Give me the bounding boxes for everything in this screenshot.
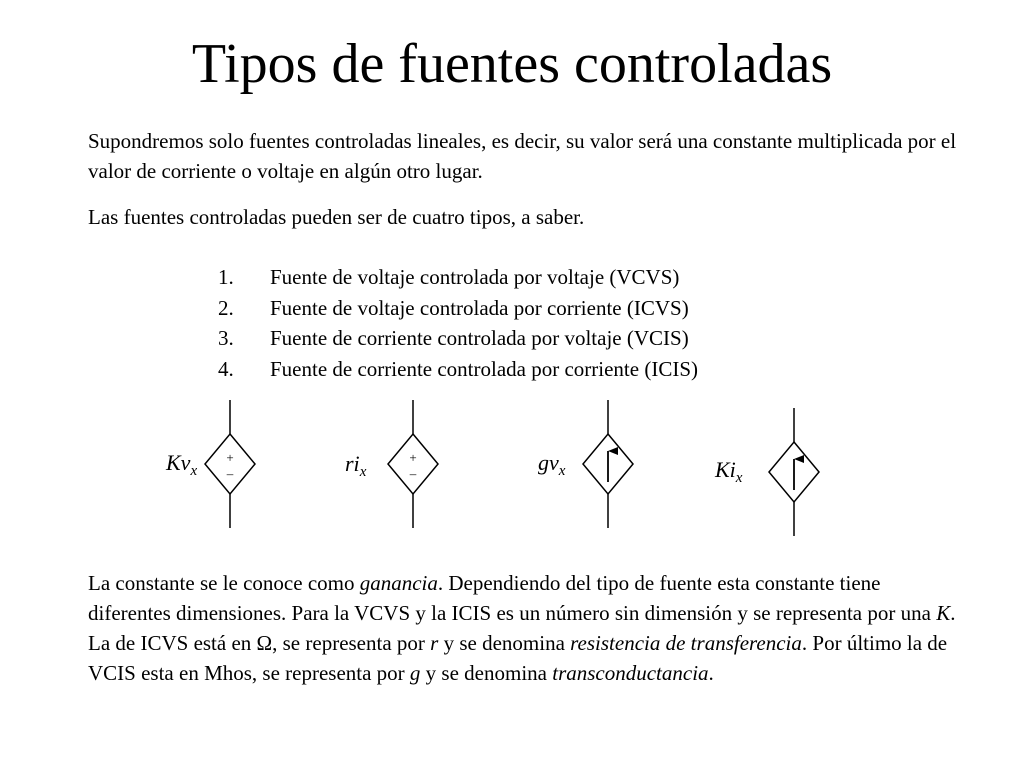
list-text: Fuente de voltaje controlada por corriente (ICVS) (270, 295, 689, 320)
intro-paragraph: Supondremos solo fuentes controladas lineales, es decir, su valor será una constante multiplicada por el valor de corriente o voltaje en algún otro lugar. (88, 129, 957, 183)
minus-sign: – (409, 466, 417, 481)
list-number: 4. (218, 356, 234, 381)
types-intro: Las fuentes controladas pueden ser de cuatro tipos, a saber. (88, 205, 585, 229)
minus-sign: – (226, 466, 234, 481)
vcvs-source-symbol (205, 400, 255, 528)
list-text: Fuente de corriente controlada por corriente (ICIS) (270, 356, 698, 381)
list-number: 1. (218, 265, 234, 289)
icvs-source-symbol (388, 400, 438, 528)
slide-title: Tipos de fuentes controladas (191, 33, 833, 95)
icis-source-symbol (769, 408, 819, 536)
list-text: Fuente de corriente controlada por voltaje (VCIS) (270, 326, 689, 350)
icis-gain-label: $Ki_x$ (715, 457, 743, 486)
plus-sign: + (226, 450, 234, 465)
list-text: Fuente de voltaje controlada por voltaje (VCVS) (270, 265, 680, 289)
closing-paragraph: La constante se le conoce como ganancia. Dependiendo del tipo de fuente esta constante tiene diferentes dimensiones. Para la VCVS y la ICIS es un número sin dimensión y se representa por una K. La de ICVS está en Ω, se representa por r y se denomina resistencia de transferencia. Por último la de VCIS esta en Mhos, se representa por g y se denomina transconductancia. (88, 571, 956, 685)
vcis-gain-label: $gv_x$ (538, 450, 566, 479)
icvs-gain-label: $ri_x$ (345, 451, 367, 480)
plus-sign: + (409, 450, 417, 465)
vcvs-gain-label: $Kv_x$ (166, 450, 198, 479)
list-number: 2. (218, 295, 234, 320)
list-number: 3. (218, 326, 234, 350)
vcis-source-symbol (583, 400, 633, 528)
